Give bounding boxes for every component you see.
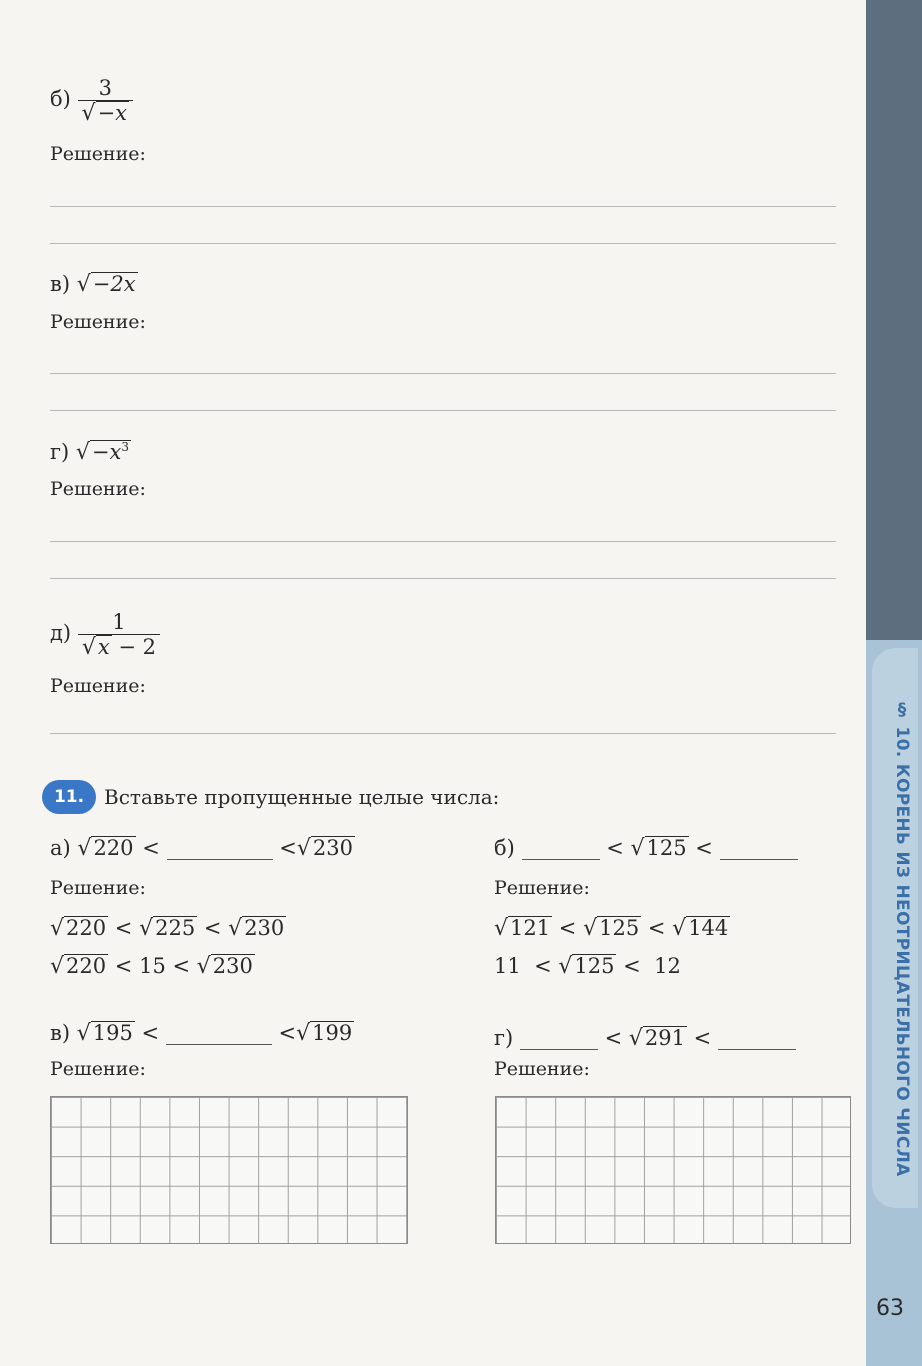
radicand: −x — [91, 440, 122, 464]
square-root: √ 225 — [139, 916, 196, 942]
answer-blank[interactable] — [167, 859, 273, 860]
radicand: −2x — [92, 272, 136, 296]
answer-line[interactable] — [50, 206, 836, 207]
answer-line[interactable] — [50, 541, 836, 542]
integer-answer: 11 — [494, 954, 521, 979]
fraction-numerator: 1 — [112, 610, 126, 634]
answer-line[interactable] — [50, 410, 836, 411]
section-title: § 10. КОРЕНЬ ИЗ НЕОТРИЦАТЕЛЬНОГО ЧИСЛА — [892, 700, 912, 1177]
integer-answer: 12 — [654, 954, 681, 979]
square-root: √ −x — [81, 101, 128, 127]
item-d-expression — [50, 610, 160, 659]
solution-label: Решение: — [494, 1058, 590, 1080]
answer-line[interactable] — [50, 373, 836, 374]
item-letter: в) — [50, 272, 71, 297]
exponent: 3 — [121, 440, 130, 454]
fraction — [78, 610, 160, 659]
item-letter: в) — [50, 1021, 71, 1046]
item-letter: г) — [494, 1026, 514, 1051]
task11-a-expression — [50, 836, 355, 860]
square-root: √ 144 — [672, 916, 729, 942]
square-root: √ 121 — [494, 916, 551, 942]
answer-line[interactable] — [50, 733, 836, 734]
item-b-expression — [50, 76, 133, 125]
solution-label: Решение: — [50, 311, 146, 333]
item-letter: г) — [50, 440, 70, 465]
task11-a-solution-line2: √ 220 < 15 < √ 230 — [50, 954, 253, 980]
task11-b-solution-line2: 11 < √ 125 < 12 — [494, 954, 681, 980]
square-root: √ 199 — [296, 1021, 353, 1047]
square-root: √ 220 — [50, 954, 107, 980]
radicand: −x — [97, 101, 128, 125]
task11-a-solution-line1: √ 220 < √ 225 < √ 230 — [50, 916, 285, 942]
task-prompt: Вставьте пропущенные целые числа: — [104, 785, 500, 809]
solution-label: Решение: — [50, 1058, 146, 1080]
answer-blank[interactable] — [522, 859, 600, 860]
sidebar-dark-band — [866, 0, 922, 640]
fraction — [78, 76, 133, 125]
fraction-denominator — [78, 100, 133, 125]
task11-v-expression: в) √ 195 < < √ 199 — [50, 1021, 353, 1047]
square-root: √ x — [81, 635, 110, 661]
task11-b-solution-line1: √ 121 < √ 125 < √ 144 — [494, 916, 729, 942]
solution-label: Решение: — [50, 143, 146, 165]
solution-label: Решение: — [50, 877, 146, 899]
solution-grid[interactable] — [50, 1096, 408, 1244]
less-than: < — [142, 836, 160, 861]
denominator-tail: − 2 — [111, 635, 156, 660]
square-root: √ 230 — [296, 836, 353, 862]
item-letter: а) — [50, 836, 71, 861]
answer-blank[interactable] — [720, 859, 798, 860]
answer-line[interactable] — [50, 578, 836, 579]
square-root: √ 125 — [630, 836, 687, 862]
answer-blank[interactable] — [520, 1049, 598, 1050]
answer-blank[interactable] — [718, 1049, 796, 1050]
item-v-expression — [50, 272, 138, 296]
square-root: √ 230 — [196, 954, 253, 980]
solution-label: Решение: — [494, 877, 590, 899]
task11-g-expression: г) < √ 291 < — [494, 1026, 796, 1050]
solution-label: Решение: — [50, 478, 146, 500]
square-root: √ 125 — [558, 954, 615, 980]
page-number: 63 — [876, 1296, 904, 1321]
item-letter: д) — [50, 621, 72, 646]
task-number-badge: 11. — [42, 780, 96, 814]
task11-b-expression: б) < √ 125 < — [494, 836, 798, 860]
less-than: < — [279, 836, 297, 861]
square-root: √ $-x^3$ — [75, 440, 130, 466]
fraction-numerator: 3 — [98, 76, 112, 100]
square-root: √ 291 — [628, 1026, 685, 1052]
solution-label: Решение: — [50, 675, 146, 697]
square-root: √ −2x — [76, 272, 136, 298]
square-root: √ 125 — [583, 916, 640, 942]
square-root: √ 220 — [77, 836, 134, 862]
answer-blank[interactable] — [166, 1044, 272, 1045]
square-root: √ 230 — [228, 916, 285, 942]
radicand: x — [97, 635, 110, 659]
square-root: √ 195 — [76, 1021, 133, 1047]
item-letter: б) — [50, 87, 71, 112]
solution-grid[interactable] — [495, 1096, 851, 1244]
item-letter: б) — [494, 836, 515, 861]
item-g-expression — [50, 440, 131, 464]
square-root: √ 220 — [50, 916, 107, 942]
integer-answer: 15 — [139, 954, 166, 979]
fraction-denominator — [78, 634, 160, 659]
answer-line[interactable] — [50, 243, 836, 244]
